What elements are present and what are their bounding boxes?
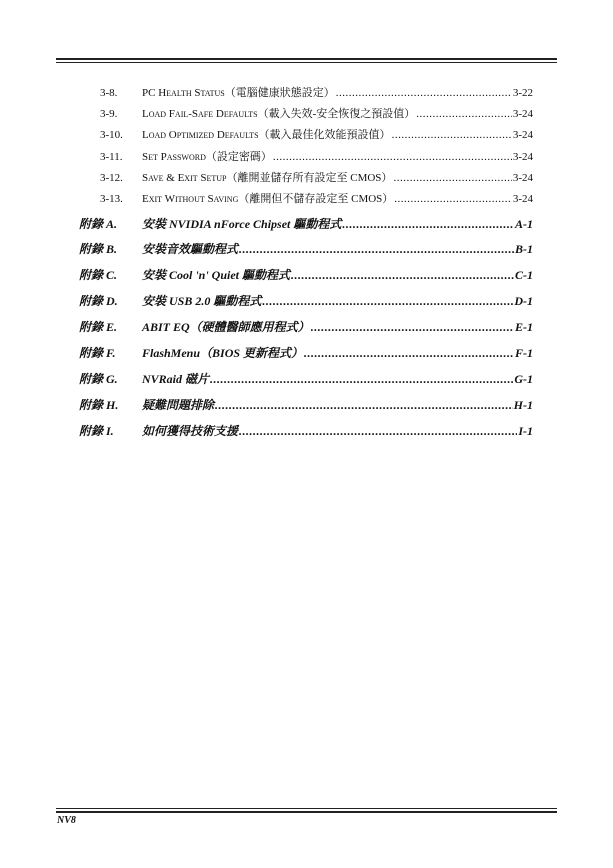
toc-entry-title: NVRaid 磁片 — [142, 372, 210, 386]
toc-appendix-b[interactable] — [79, 240, 533, 257]
toc-entry-page: 3-24 — [512, 193, 533, 205]
toc-entry-number: 附錄 B. — [79, 242, 118, 256]
toc-entry-title: 疑難問題排除 — [142, 398, 215, 412]
toc-entry-page: F-1 — [515, 346, 533, 360]
toc-leader-dots — [239, 424, 517, 439]
toc-entry-number: 3-8. — [100, 87, 118, 99]
toc-entry-3-11[interactable] — [100, 148, 533, 164]
toc-leader-dots — [291, 268, 514, 283]
toc-entry-number: 3-11. — [100, 151, 123, 163]
toc-entry-number: 附錄 D. — [79, 294, 118, 308]
toc-entry-3-13[interactable] — [100, 190, 533, 206]
toc-entry-page: 3-24 — [512, 172, 533, 184]
toc-entry-number: 附錄 A. — [79, 217, 118, 231]
toc-entry-number: 附錄 F. — [79, 346, 116, 360]
toc-entry-number: 附錄 G. — [79, 372, 118, 386]
toc-entry-3-9[interactable] — [100, 105, 533, 121]
toc-entry-number: 3-10. — [100, 129, 123, 141]
toc-entry-title: 安裝音效驅動程式 — [142, 242, 239, 256]
toc-entry-number: 附錄 H. — [79, 398, 119, 412]
toc-leader-dots — [392, 129, 512, 141]
toc-entry-title: ABIT EQ（硬體醫師應用程式） — [142, 320, 310, 334]
toc-appendix-c[interactable] — [79, 266, 533, 283]
toc-leader-dots — [311, 320, 514, 335]
toc-entry-title: FlashMenu（BIOS 更新程式） — [142, 346, 304, 360]
toc-leader-dots — [304, 346, 514, 361]
toc-entry-page: 3-24 — [512, 129, 533, 141]
toc-leader-dots — [394, 193, 512, 205]
toc-appendix-d[interactable] — [79, 292, 533, 309]
toc-entry-title: 安裝 USB 2.0 驅動程式 — [142, 294, 262, 308]
toc-entry-page: E-1 — [515, 320, 533, 334]
toc-entry-title: 安裝 NVIDIA nForce Chipset 驅動程式 — [142, 217, 342, 231]
toc-appendix-a[interactable] — [79, 215, 533, 232]
toc-entry-page: 3-24 — [512, 108, 533, 120]
toc-appendix-i[interactable] — [79, 422, 533, 439]
toc-entry-page: I-1 — [518, 424, 533, 438]
toc-entry-title: Set Password（設定密碼） — [142, 151, 272, 163]
toc-leader-dots — [262, 294, 513, 309]
toc-entry-number: 附錄 E. — [79, 320, 118, 334]
toc-entry-page: C-1 — [515, 268, 533, 282]
footer-label: NV8 — [57, 815, 76, 826]
toc-entry-title: Exit Without Saving（離開但不儲存設定至 CMOS） — [142, 193, 394, 205]
toc-leader-dots — [416, 108, 512, 120]
toc-entry-title: Load Fail-Safe Defaults（載入失效-安全恢復之預設值） — [142, 108, 416, 120]
toc-entry-page: 3-22 — [512, 87, 533, 99]
toc-entry-page: 3-24 — [512, 151, 533, 163]
header-rule — [56, 58, 557, 63]
toc-leader-dots — [210, 372, 513, 387]
toc-entry-number: 3-9. — [100, 108, 118, 120]
toc-entry-page: H-1 — [513, 398, 533, 412]
toc-appendix-f[interactable] — [79, 344, 533, 361]
toc-leader-dots — [393, 172, 511, 184]
toc-entry-title: Save & Exit Setup（離開並儲存所有設定至 CMOS） — [142, 172, 393, 184]
toc-appendix-h[interactable] — [79, 396, 533, 413]
toc-entry-page: B-1 — [515, 242, 533, 256]
toc-entry-title: 安裝 Cool 'n' Quiet 驅動程式 — [142, 268, 291, 282]
toc-entry-number: 附錄 I. — [79, 424, 114, 438]
toc-entry-number: 附錄 C. — [79, 268, 118, 282]
toc-entry-page: A-1 — [515, 217, 533, 231]
toc-leader-dots — [273, 151, 512, 163]
toc-appendix-e[interactable] — [79, 318, 533, 335]
toc-entry-number: 3-12. — [100, 172, 123, 184]
toc-entry-3-8[interactable] — [100, 84, 533, 100]
toc-entry-number: 3-13. — [100, 193, 123, 205]
toc-entry-page: G-1 — [514, 372, 533, 386]
toc-entry-3-12[interactable] — [100, 169, 533, 185]
toc-leader-dots — [342, 217, 514, 232]
toc-entry-title: PC Health Status（電腦健康狀態設定） — [142, 87, 335, 99]
toc-entry-title: Load Optimized Defaults（載入最佳化效能預設值） — [142, 129, 391, 141]
toc-leader-dots — [336, 87, 512, 99]
toc-leader-dots — [239, 242, 514, 257]
toc-entry-page: D-1 — [514, 294, 533, 308]
toc-appendix-g[interactable] — [79, 370, 533, 387]
toc-leader-dots — [215, 398, 513, 413]
toc-entry-title: 如何獲得技術支援 — [142, 424, 239, 438]
toc-entry-3-10[interactable] — [100, 126, 533, 142]
footer-rule — [56, 808, 557, 813]
